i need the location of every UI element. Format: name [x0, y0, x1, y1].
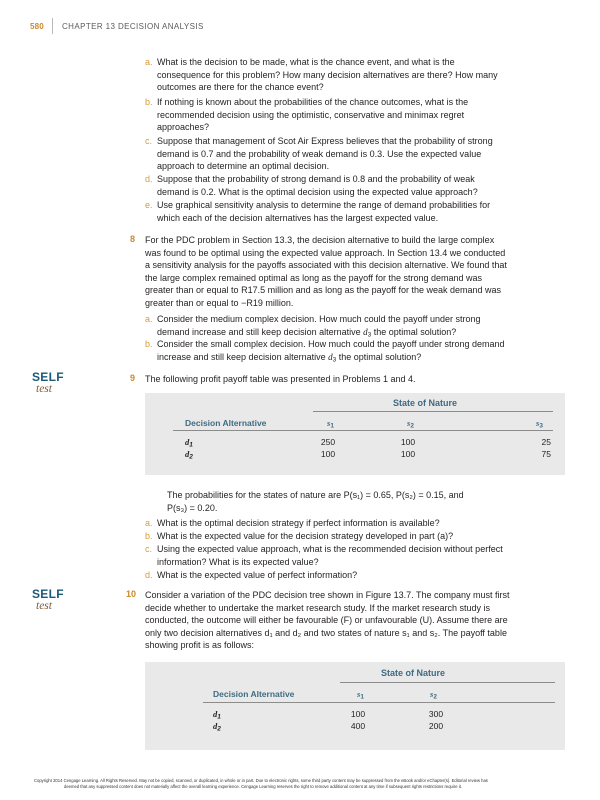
table1-cell: 25	[541, 437, 551, 447]
p7-item-c: c. Suppose that management of Scot Air Express believes that the probability of strong demand is 0.7 and the probability of weak demand is 0.3. Use the expected value approach to determine an optimal decision.	[145, 136, 493, 172]
p7-item-b: b. If nothing is known about the probabilities of the chance outcomes, what is the recommended decision using the optimistic, conservative and minimax regret approaches?	[145, 97, 469, 133]
payoff-table-2	[145, 662, 565, 750]
problem9-probabilities: The probabilities for the states of nature are P(s₁) = 0.65, P(s₂) = 0.15, and P(s₃) = 0.20.	[167, 490, 464, 513]
table2-row-d2: $d_2$	[213, 721, 221, 733]
table2-cell: 300	[428, 709, 444, 719]
payoff-table-1	[145, 393, 565, 475]
table1-row-d2: $d_2$	[185, 449, 193, 461]
table2-alt-header: Decision Alternative	[213, 689, 295, 699]
p8-item-b: b. Consider the small complex decision. How much could the payoff under strong demand increase and still keep decision alternative $d_3$ the optimal solution?	[145, 339, 505, 364]
table1-cell: 250	[320, 437, 336, 447]
self-test-marker-2: SELF	[32, 587, 64, 601]
copyright-footer: Copyright 2014 Cengage Learning. All Rights Reserved. May not be copied, scanned, or duplicated, in whole or in part. Due to electronic rights, some third party content may be suppressed from the eBook and/or eChapter(s). Editorial review has deemed that any suppressed content does not materially affect the overall learning experience. Cengage Learning reserves the right to remove additional content at any time if subsequent rights restrictions require it.	[34, 778, 488, 789]
chapter-title: CHAPTER 13 DECISION ANALYSIS	[62, 22, 204, 31]
table1-cell: 100	[400, 449, 416, 459]
table1-alt-header: Decision Alternative	[185, 418, 267, 428]
self-test-marker-1: SELF	[32, 370, 64, 384]
problem8-text: For the PDC problem in Section 13.3, the decision alternative to build the large complex was found to be optimal using the expected value approach. In Section 13.4 we conducted a sensitivity analysis for the payoffs associated with this decision alternative. We found that the large complex remained optimal as long as the payoff for the strong demand was greater than or equal to R17.5 million and as long as the payoff for the weak demand was greater than or equal to −R19 million.	[145, 235, 507, 308]
table1-state-rule	[313, 411, 553, 412]
table1-state-s3: $s_3$	[536, 418, 543, 430]
problem10-number: 10	[126, 589, 137, 599]
table2-cell: 200	[428, 721, 444, 731]
table1-cell: 100	[320, 449, 336, 459]
table1-state-s2: $s_2$	[407, 418, 414, 430]
problem9-intro: The following profit payoff table was presented in Problems 1 and 4.	[145, 374, 416, 384]
p9-item-a: a. What is the optimal decision strategy if perfect information is available?	[145, 518, 440, 528]
page-number: 580	[30, 22, 44, 31]
table1-state-s1: $s_1$	[327, 418, 334, 430]
p8-item-a: a. Consider the medium complex decision. How much could the payoff under strong demand increase and still keep decision alternative $d_3$ the optimal solution?	[145, 314, 481, 339]
table1-cell: 100	[400, 437, 416, 447]
p7-item-e: e. Use graphical sensitivity analysis to determine the range of demand probabilities for which each of the decision alternatives has the largest expected value.	[145, 200, 491, 223]
table2-row-d1: $d_1$	[213, 709, 221, 721]
table1-row-d1: $d_1$	[185, 437, 193, 449]
header-divider	[52, 18, 53, 34]
table2-cell: 400	[350, 721, 366, 731]
table1-cell: 75	[541, 449, 551, 459]
p9-item-c: c. Using the expected value approach, what is the recommended decision without perfect information? What is its expected value?	[145, 544, 503, 567]
table1-state-header: State of Nature	[392, 398, 457, 408]
table2-state-rule	[340, 682, 555, 683]
problem9-number: 9	[130, 373, 136, 383]
problem10-text: Consider a variation of the PDC decision tree shown in Figure 13.7. The company must first decide whether to undertake the market research study. If the market research study is conducted, the outcome will either be favourable (F) or unfavourable (U). Assume there are only two decision alternatives d₁ and d₂ and two states of nature s₁ and s₂. The payoff table showing profit is as follows:	[145, 590, 510, 651]
table2-cell: 100	[350, 709, 366, 719]
table2-state-s1: $s_1$	[357, 689, 364, 701]
p9-item-d: d. What is the expected value of perfect information?	[145, 570, 358, 580]
p9-item-b: b. What is the expected value for the decision strategy developed in part (a)?	[145, 531, 454, 541]
table1-header-rule	[173, 430, 553, 431]
table2-state-s2: $s_2$	[430, 689, 437, 701]
table2-header-rule	[203, 702, 555, 703]
problem8-number: 8	[130, 234, 136, 244]
table2-state-header: State of Nature	[380, 668, 445, 678]
p7-item-d: d. Suppose that the probability of strong demand is 0.8 and the probability of weak demand is 0.2. What is the optimal decision using the expected value approach?	[145, 174, 478, 197]
p7-item-a: a. What is the decision to be made, what is the chance event, and what is the consequence for this problem? How many decision alternatives are there? How many outcomes are there for the chance event?	[145, 57, 498, 93]
self-test-marker-1-test: test	[36, 383, 52, 395]
self-test-marker-2-test: test	[36, 600, 52, 612]
